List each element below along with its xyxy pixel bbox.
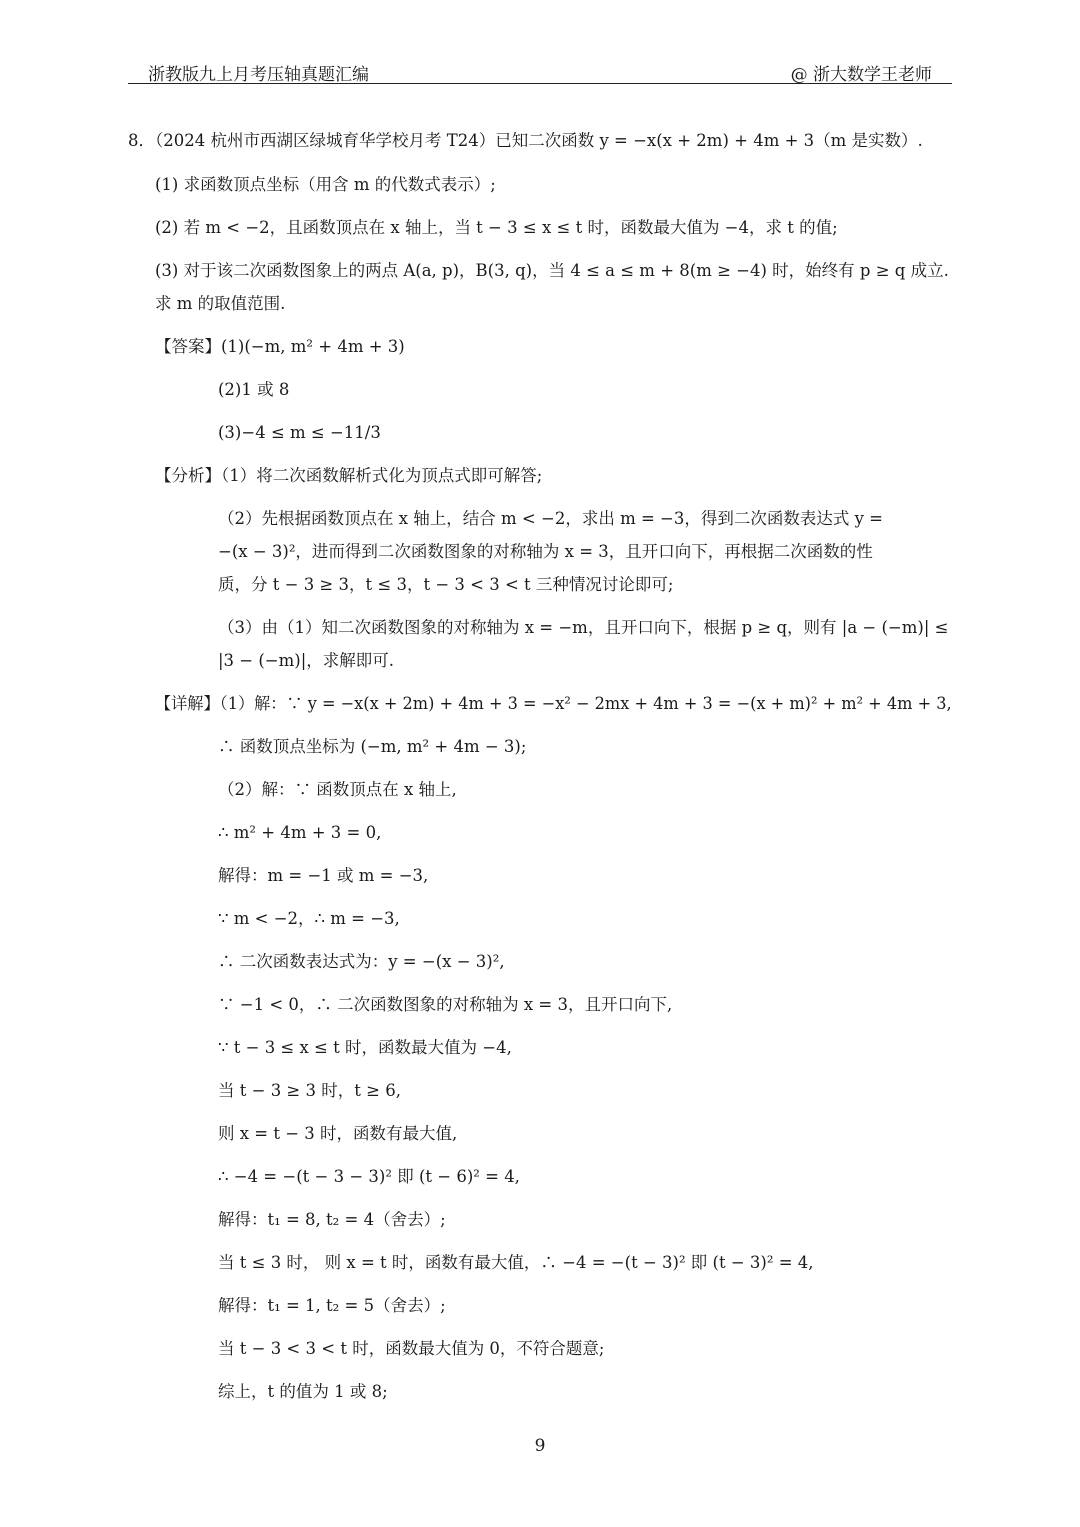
detail-line-11: 则 x = t − 3 时，函数有最大值, [218,1124,458,1143]
question-part-3-cont: 求 m 的取值范围. [155,294,286,313]
answer-2: (2)1 或 8 [218,380,290,399]
question-part-1: (1) 求函数顶点坐标（用含 m 的代数式表示）; [155,175,496,194]
analysis-line-4: 质，分 t − 3 ≥ 3，t ≤ 3，t − 3 < 3 < t 三种情况讨论即可; [218,575,674,594]
answer-3: (3)−4 ≤ m ≤ −11/3 [218,423,381,442]
detail-line-4: ∴ m² + 4m + 3 = 0, [218,823,382,842]
detail-line-9: ∵ t − 3 ≤ x ≤ t 时，函数最大值为 −4, [218,1038,512,1057]
analysis-line-6: |3 − (−m)|，求解即可. [218,651,395,670]
detail-line-1: 【详解】（1）解：∵ y = −x(x + 2m) + 4m + 3 = −x² − 2mx + 4m + 3 = −(x + m)² + m² + 4m + 3, [155,694,952,713]
detail-line-5: 解得：m = −1 或 m = −3, [218,866,429,885]
detail-line-2: ∴ 函数顶点坐标为 (−m, m² + 4m − 3); [218,737,527,756]
analysis-line-2: （2）先根据函数顶点在 x 轴上，结合 m < −2，求出 m = −3，得到二次函数表达式 y = [218,509,883,528]
detail-line-12: ∴ −4 = −(t − 3 − 3)² 即 (t − 6)² = 4, [218,1167,520,1186]
detail-line-16: 当 t − 3 < 3 < t 时，函数最大值为 0，不符合题意; [218,1339,605,1358]
detail-line-15: 解得：t₁ = 1, t₂ = 5（舍去）; [218,1296,446,1315]
detail-line-7: ∴ 二次函数表达式为：y = −(x − 3)², [218,952,505,971]
header-divider [128,83,952,84]
question-part-2: (2) 若 m < −2，且函数顶点在 x 轴上，当 t − 3 ≤ x ≤ t 时，函数最大值为 −4，求 t 的值; [155,218,838,237]
detail-line-3: （2）解：∵ 函数顶点在 x 轴上, [218,780,457,799]
question-part-3: (3) 对于该二次函数图象上的两点 A(a, p)，B(3, q)，当 4 ≤ a ≤ m + 8(m ≥ −4) 时，始终有 p ≥ q 成立. [155,261,949,280]
detail-line-10: 当 t − 3 ≥ 3 时，t ≥ 6, [218,1081,401,1100]
header-author: @ 浙大数学王老师 [790,65,932,85]
detail-line-17: 综上，t 的值为 1 或 8; [218,1382,388,1401]
header-title: 浙教版九上月考压轴真题汇编 [148,65,369,85]
question-stem: 8．（2024 杭州市西湖区绿城育华学校月考 T24）已知二次函数 y = −x(x + 2m) + 4m + 3（m 是实数）. [128,131,923,150]
page-header [0,0,1080,90]
analysis-line-1: 【分析】（1）将二次函数解析式化为顶点式即可解答; [155,466,543,485]
detail-line-8: ∵ −1 < 0，∴ 二次函数图象的对称轴为 x = 3，且开口向下, [218,995,673,1014]
answer-1: 【答案】(1)(−m, m² + 4m + 3) [155,337,405,356]
detail-line-6: ∵ m < −2，∴ m = −3, [218,909,400,928]
detail-line-14: 当 t ≤ 3 时， 则 x = t 时，函数有最大值，∴ −4 = −(t − 3)² 即 (t − 3)² = 4, [218,1253,814,1272]
detail-line-13: 解得：t₁ = 8, t₂ = 4（舍去）; [218,1210,446,1229]
analysis-line-3: −(x − 3)²，进而得到二次函数图象的对称轴为 x = 3，且开口向下，再根据二次函数的性 [218,542,873,561]
analysis-line-5: （3）由（1）知二次函数图象的对称轴为 x = −m，且开口向下，根据 p ≥ q，则有 |a − (−m)| ≤ [218,618,949,637]
page-number: 9 [534,1436,546,1456]
